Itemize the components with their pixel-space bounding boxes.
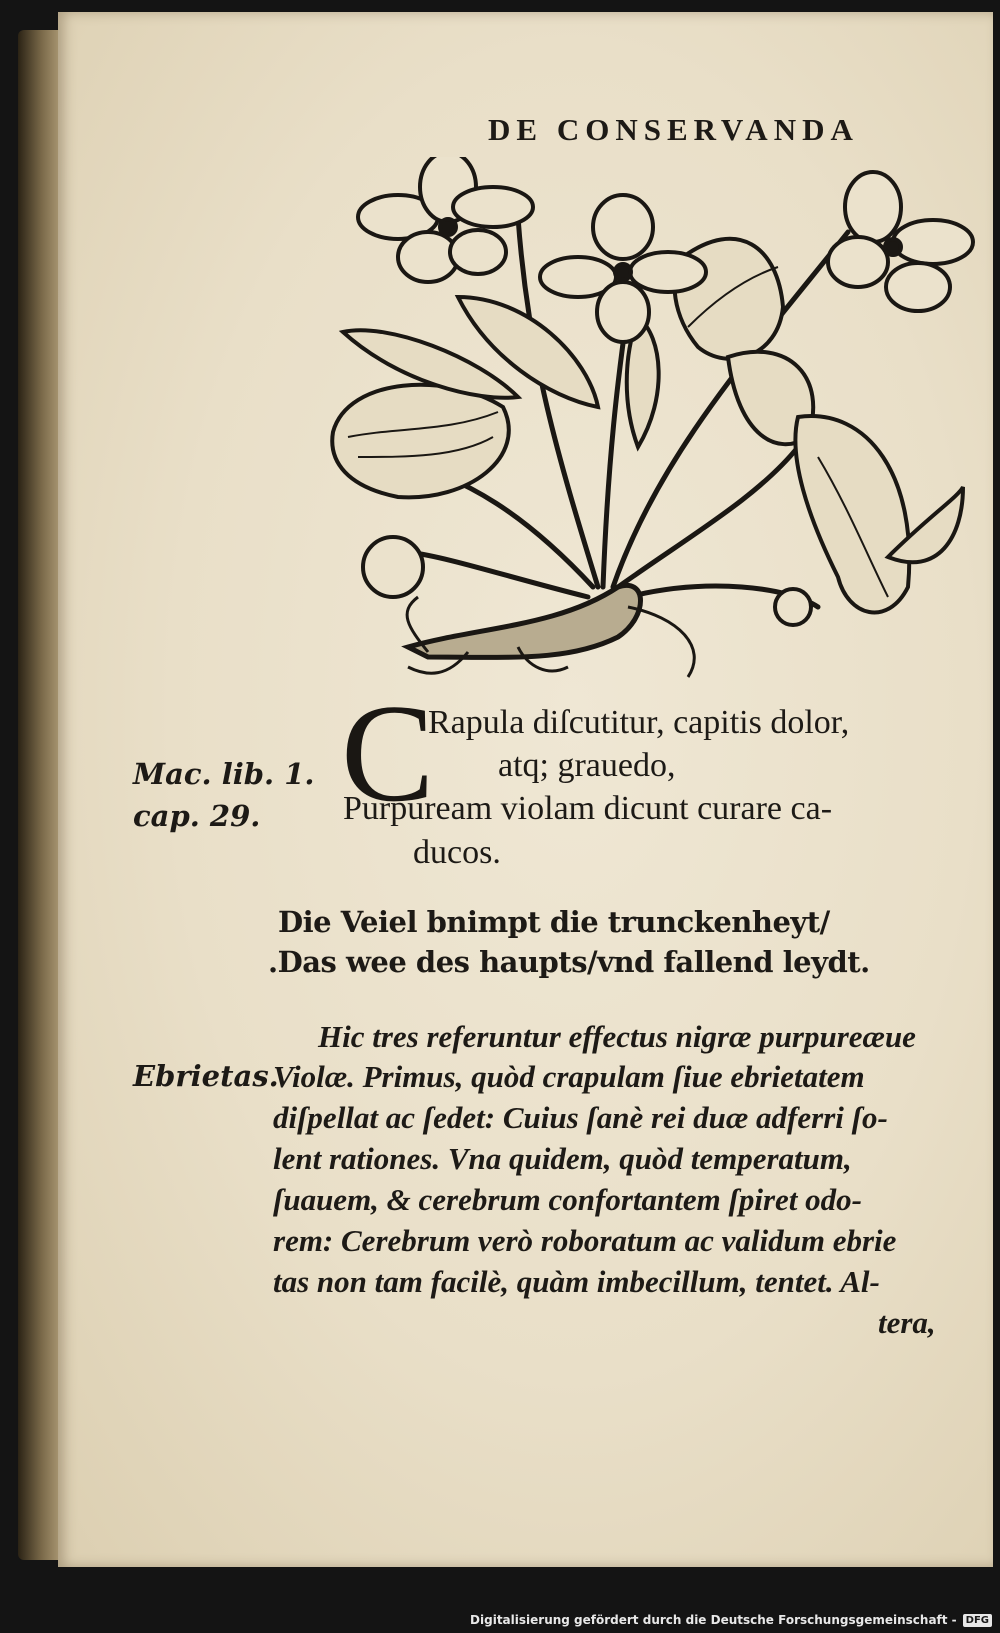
drop-cap: C	[341, 676, 435, 831]
commentary-line: rem: Cerebrum verò roboratum ac validum ebrie	[273, 1223, 897, 1258]
commentary-line: Violæ. Primus, quòd crapulam ſiue ebrietatem	[273, 1059, 865, 1094]
violet-woodcut-illustration	[328, 157, 1000, 702]
german-verse-line-1: Die Veiel bnimpt die trunckenheyt/	[278, 905, 830, 939]
margin-note-reference: Mac. lib. 1.	[133, 757, 315, 791]
verse-line-3: Purpuream violam dicunt curare ca-	[343, 790, 833, 827]
book-page	[58, 12, 993, 1567]
margin-note-ebrietas: Ebrietas.	[133, 1059, 279, 1093]
german-verse-line-2: .Das wee des haupts/vnd fallend leydt.	[268, 945, 870, 979]
commentary-line: tas non tam facilè, quàm imbecillum, tentet. Al-	[273, 1264, 880, 1299]
commentary-line: tera,	[878, 1305, 936, 1340]
verse-line-2: atq; grauedo,	[498, 747, 676, 784]
commentary-line: diſpellat ac ſedet: Cuius ſanè rei duæ adferri ſo-	[273, 1100, 888, 1135]
verse-line-4: ducos.	[413, 834, 501, 871]
commentary-line: Hic tres referuntur effectus nigræ purpureæue	[318, 1019, 916, 1054]
running-head: DE CONSERVANDA	[488, 112, 859, 147]
credit-text: Digitalisierung gefördert durch die Deutsche Forschungsgemeinschaft -	[470, 1613, 957, 1627]
commentary-line: lent rationes. Vna quidem, quòd temperatum,	[273, 1141, 852, 1176]
margin-note-reference-chapter: cap. 29.	[133, 799, 261, 833]
digitization-credit	[470, 1613, 992, 1627]
dfg-logo: DFG	[963, 1614, 992, 1627]
commentary-line: ſuauem, & cerebrum confortantem ſpiret odo-	[273, 1182, 862, 1217]
verse-line-1: Rapula diſcutitur, capitis dolor,	[428, 704, 850, 741]
